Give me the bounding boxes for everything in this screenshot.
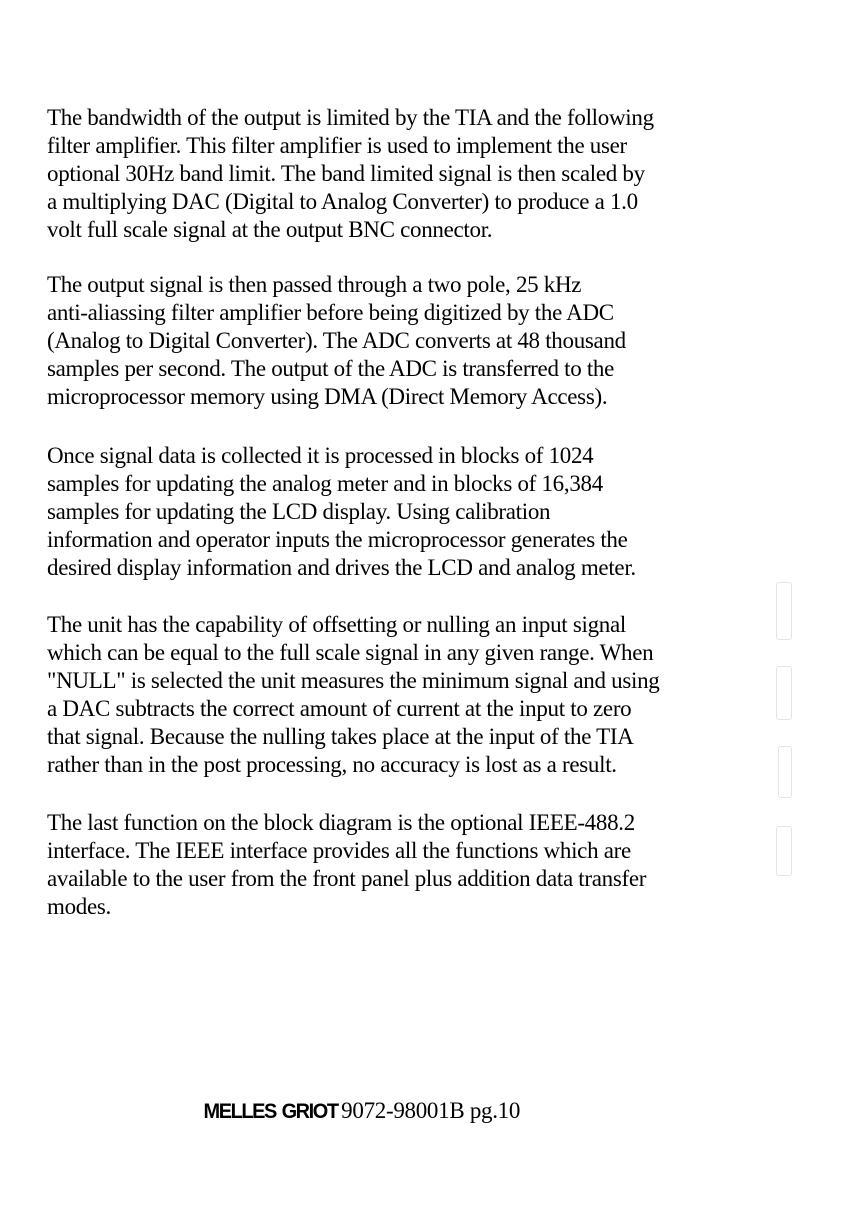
scan-artifact xyxy=(776,666,792,720)
text-line: The unit has the capability of offsetting or nulling an input signal xyxy=(47,612,626,637)
text-line: samples per second. The output of the ADC is transferred to the xyxy=(47,356,615,381)
text-line: a DAC subtracts the correct amount of current at the input to zero xyxy=(47,696,632,721)
text-line: a multiplying DAC (Digital to Analog Converter) to produce a 1.0 xyxy=(47,189,638,214)
page-footer xyxy=(200,1097,520,1126)
text-line: optional 30Hz band limit. The band limited signal is then scaled by xyxy=(47,161,645,186)
paragraph-bandwidth xyxy=(47,104,654,244)
paragraph-ieee-interface xyxy=(47,809,646,921)
text-line: Once signal data is collected it is processed in blocks of 1024 xyxy=(47,443,594,468)
scan-artifact xyxy=(778,746,792,798)
text-line: anti-aliassing filter amplifier before being digitized by the ADC xyxy=(47,300,614,325)
paragraph-output-signal xyxy=(47,271,626,411)
text-line: The last function on the block diagram is the optional IEEE-488.2 xyxy=(47,810,635,835)
text-line: samples for updating the analog meter and in blocks of 16,384 xyxy=(47,471,603,496)
text-line: interface. The IEEE interface provides all the functions which are xyxy=(47,838,631,863)
paragraph-signal-processing xyxy=(47,442,636,582)
text-line: modes. xyxy=(47,894,111,919)
text-line: which can be equal to the full scale signal in any given range. When xyxy=(47,640,654,665)
logo-word-melles: MELLES xyxy=(203,1100,276,1123)
text-line: "NULL" is selected the unit measures the minimum signal and using xyxy=(47,668,660,693)
scan-artifact xyxy=(776,826,792,876)
text-line: (Analog to Digital Converter). The ADC converts at 48 thousand xyxy=(47,328,626,353)
logo-word-griot: GRIOT xyxy=(281,1100,338,1123)
text-line: desired display information and drives the LCD and analog meter. xyxy=(47,555,636,580)
text-line: available to the user from the front panel plus addition data transfer xyxy=(47,866,647,891)
text-line: volt full scale signal at the output BNC connector. xyxy=(47,217,493,242)
text-line: that signal. Because the nulling takes place at the input of the TIA xyxy=(47,724,634,749)
text-line: filter amplifier. This filter amplifier is used to implement the user xyxy=(47,133,627,158)
text-line: information and operator inputs the microprocessor generates the xyxy=(47,527,628,552)
text-line: The output signal is then passed through a two pole, 25 kHz xyxy=(47,272,582,297)
melles-griot-logo xyxy=(204,1098,338,1126)
scan-artifact xyxy=(776,582,792,640)
paragraph-null-function xyxy=(47,611,660,779)
text-line: rather than in the post processing, no accuracy is lost as a result. xyxy=(47,752,617,777)
document-page-reference: 9072-98001B pg.10 xyxy=(341,1098,521,1123)
text-line: The bandwidth of the output is limited by the TIA and the following xyxy=(47,105,654,130)
text-line: samples for updating the LCD display. Using calibration xyxy=(47,499,551,524)
text-line: microprocessor memory using DMA (Direct Memory Access). xyxy=(47,384,608,409)
